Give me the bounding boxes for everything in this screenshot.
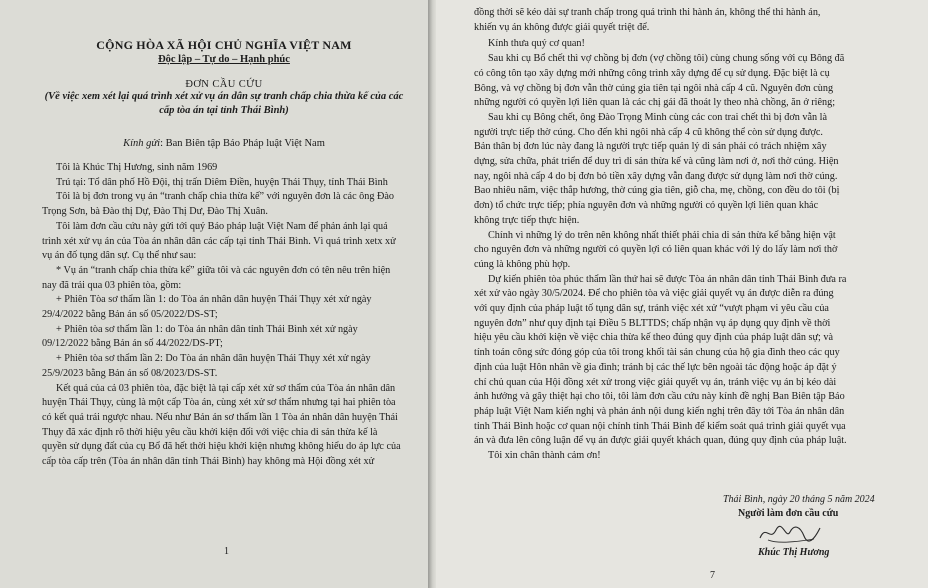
body-line: Kính thưa quý cơ quan! xyxy=(488,38,585,50)
signer-title: Người làm đơn cầu cứu xyxy=(738,508,839,519)
body-line: + Phiên tòa sơ thẩm lần 1: do Tòa án nhân dân tỉnh Thái Bình xét xử ngày xyxy=(56,323,358,335)
body-line: huyện Thái Thụy, cùng là một cấp Tòa án, cùng xét xử sơ thẩm nhưng tại hai phiên tòa xyxy=(42,397,396,409)
page-number: 7 xyxy=(710,570,715,581)
body-line: ảnh hưởng và gây thiệt hại cho tôi, tôi làm đơn cầu cứu này kính đề nghị Ban Biên tập Báo xyxy=(474,391,845,403)
body-line: nguyên đơn” như quy định tại Điều 5 BLTTDS; chấp nhận vụ áp dụng quy định về thời xyxy=(474,317,831,329)
body-line: quyền sử dụng đất của cụ Bổ đã hết thời hiệu khởi kiện nhưng không hiểu do áp lực của xyxy=(42,441,401,453)
body-line: không trực tiếp thực hiện. xyxy=(474,214,580,226)
body-line: với quy định của pháp luật tố tụng dân sự, tránh việc xét xử “vượt phạm vi yêu cầu của xyxy=(474,303,829,315)
body-line: Bản thân bị đơn lúc này đang là người trực tiếp quản lý di sản phải có trách nhiệm xây xyxy=(474,141,827,153)
addressee xyxy=(42,138,406,149)
body-line: hiệu yêu cầu khởi kiện về việc chia thừa kế theo đúng quy định của pháp luật dân sự; và xyxy=(474,332,834,344)
left-page xyxy=(0,0,432,588)
body-line: trình xét xử vụ án của Tòa án nhân dân các cấp tại tỉnh Thái Bình. Vì quá trình xetx xử xyxy=(42,235,396,247)
body-line: người trực tiếp thờ cúng. Cho đến khi ngôi nhà cấp 4 cũ không thể còn sử dụng được. xyxy=(474,126,823,138)
date-line: Thái Bình, ngày 20 tháng 5 năm 2024 xyxy=(723,494,875,505)
body-line: Kết quả của cả 03 phiên tòa, đặc biệt là tại cấp xét xử sơ thẩm của Tòa án nhân dân xyxy=(56,382,396,394)
motto: Độc lập – Tự do – Hạnh phúc xyxy=(158,54,290,65)
document-subtitle-line-2: cấp tòa án tại tỉnh Thái Bình) xyxy=(159,105,289,116)
page-number: 1 xyxy=(224,546,229,557)
country-header: CỘNG HÒA XÃ HỘI CHỦ NGHĨA VIỆT NAM xyxy=(96,38,352,52)
body-line: Bao nhiêu năm, việc thắp hương, thờ cúng gia tiên, giỗ cha, mẹ, chồng, con đều do tôi (bị xyxy=(474,185,840,197)
body-line: cúng là không phù hợp. xyxy=(474,258,571,270)
body-line: án và đưa lên công luận để vụ án được giải quyết khách quan, đúng quy định của pháp luật. xyxy=(474,435,847,447)
body-line: nay đã trải qua 03 phiên tòa, gồm: xyxy=(42,279,182,291)
body-line: Tôi xin chân thành cảm ơn! xyxy=(488,450,601,462)
body-line: Trọng Sơn, bà Đào thị Dự, Đào Thị Dư, Đào Thị Xuân. xyxy=(42,206,268,218)
body-line: Tôi là bị đơn trong vụ án “tranh chấp chia thừa kế” với nguyên đơn là các ông Đào xyxy=(56,191,394,203)
body-line: tỉnh Thái Bình hoặc cơ quan nội chính tỉnh Thái Bình để kiểm soát quá trình giải quyết vụa xyxy=(474,420,846,432)
document-title: ĐƠN CẦU CỨU xyxy=(185,79,263,90)
body-line: cấp tòa cấp trên (Tòa án nhân dân tỉnh Thái Bình) hay không mà Hội đồng xét xử xyxy=(42,456,375,468)
body-line: cho nguyên đơn và những người có quyền lợi có liên quan khác với lý do lấy làm nơi thờ xyxy=(474,244,838,256)
body-line: 25/9/2023 bằng Bản án số 08/2023/DS-ST. xyxy=(42,367,218,379)
body-line: dựng, sửa chữa, phát triển để duy trì di sản thừa kế và cũng làm nơi ở, nơi thờ cúng. Hiện xyxy=(474,156,839,168)
body-line: + Phiên tòa sơ thẩm lần 2: Do Tòa án nhân dân huyện Thái Thụy xét xử ngày xyxy=(56,353,371,365)
body-line: pháp luật Việt Nam kiến nghị và phản ánh nội dung kiến nghị trên đây tới Tòa án nhân dân xyxy=(474,405,845,417)
body-line: Bông, và vợ chồng bị đơn vẫn thờ cúng gia tiên tại ngôi nhà cấp 4 cũ. Nguyên đơn cùng xyxy=(474,82,834,94)
body-line: xét xử vào ngày 30/5/2024. Để cho phiên tòa và việc giải quyết vụ án được diễn ra đúng xyxy=(474,288,834,300)
right-page xyxy=(436,0,928,588)
body-line: Sau khi cụ Bổ chết thì vợ chồng bị đơn (vợ chồng tôi) cùng chung sống với cụ Bông đã xyxy=(488,53,845,65)
signer-name: Khúc Thị Hương xyxy=(758,547,830,558)
addressee-label: Kính gửi xyxy=(123,138,161,149)
body-line: 09/12/2022 bằng Bản án số 44/2022/DS-PT; xyxy=(42,338,223,350)
body-line: có kết quả trái ngược nhau. Nếu như Bản án sơ thẩm lần 1 Tòa án nhân dân huyện Thái xyxy=(42,411,398,423)
body-line: nay, ngôi nhà cấp 4 do bị đơn bỏ tiền xây dựng vẫn đang được sử dụng làm nơi thờ cúng. xyxy=(474,170,838,182)
body-line: Thụy đã xác định rõ thời hiệu yêu cầu khởi kiện đối với việc chia di sản thừa kế là xyxy=(42,426,378,438)
body-line: Tôi làm đơn cầu cứu này gửi tới quý Báo pháp luật Việt Nam để phản ánh lại quá xyxy=(56,220,388,232)
body-line: + Phiên Tòa sơ thẩm lần 1: do Tòa án nhân dân huyện Thái Thụy xét xử ngày xyxy=(56,294,372,306)
body-line: chí chủ quan của Hội đồng xét xử trong việc giải quyết vụ án, tránh việc vụ án bị kéo dài xyxy=(474,376,837,388)
body-line: Sau khi cụ Bông chết, ông Đào Trọng Minh cùng các con trai chết thì bị đơn vẫn là xyxy=(488,111,827,123)
body-line: Tôi là Khúc Thị Hương, sinh năm 1969 xyxy=(56,162,218,173)
body-line: khiến vụ án không được giải quyết triệt để. xyxy=(474,21,650,33)
addressee-value: : Ban Biên tập Báo Pháp luật Việt Nam xyxy=(160,138,325,149)
signature-image xyxy=(756,520,826,546)
body-line: Dự kiến phiên tòa phúc thẩm lần thứ hai sẽ được Tòa án nhân dân tỉnh Thái Bình đưa ra xyxy=(488,273,847,285)
body-line: Trú tại: Tổ dân phố Hồ Đội, thị trấn Diêm Điền, huyện Thái Thụy, tỉnh Thái Bình xyxy=(56,176,388,188)
body-line: những người có quyền lợi liên quan là các chị gái đã thoát ly theo nhà chồng, ăn ở riêng; xyxy=(474,97,836,109)
body-line: đơn) tổ chức trực tiếp; phía nguyên đơn và những người có quyền lợi liên quan khác xyxy=(474,200,819,212)
body-line: * Vụ án “tranh chấp chia thừa kế” giữa tôi và các nguyên đơn có tên nêu trên hiện xyxy=(56,264,391,276)
body-line: đồng thời sẽ kéo dài sự tranh chấp trong quá trình thi hành án, không thể thi hành án, xyxy=(474,7,821,18)
body-line: định của luật Hôn nhân về gia đình; tránh bị các thế lực bên ngoài tác động hoặc áp đặt ý xyxy=(474,361,837,373)
body-line: 29/4/2022 bằng Bản án số 05/2022/DS-ST; xyxy=(42,309,218,321)
body-line: vụ án đố tụng dân sự. Cụ thể như sau: xyxy=(42,250,197,262)
body-line: tính toán công sức đóng góp của tôi trong khối tài sản chung của hộ gia đình theo các quy xyxy=(474,347,840,359)
body-line: có công tôn tạo xây dựng mới những công trình xây dựng để cụ sử dụng. Đặc biệt là cụ xyxy=(474,67,830,79)
document-subtitle-line-1: (Về việc xem xét lại quá trình xét xử vụ án dân sự tranh chấp chia thừa kế của các xyxy=(44,91,404,102)
body-line: Chính vì những lý do trên nên không nhất thiết phải chia di sản thừa kế bằng hiện vật xyxy=(488,229,836,241)
